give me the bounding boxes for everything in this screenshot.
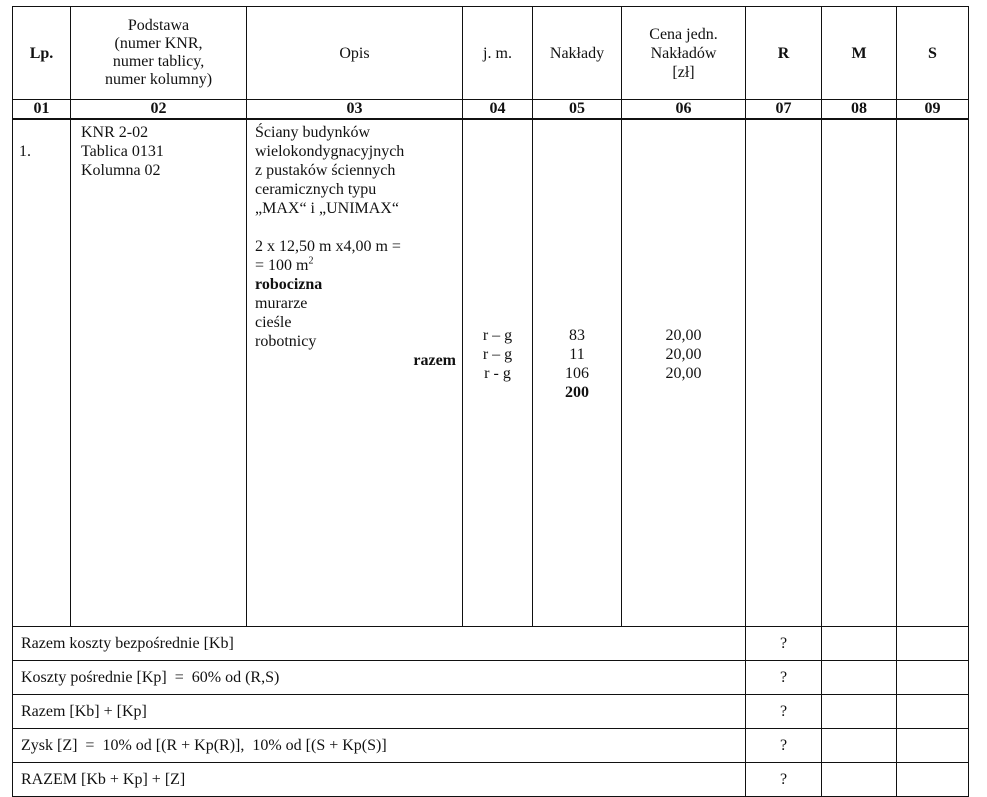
summary-label: RAZEM [Kb + Kp] + [Z] <box>13 763 746 797</box>
summary-s-value <box>897 763 969 797</box>
table-body <box>13 119 969 797</box>
summary-s-value <box>897 661 969 695</box>
razem-label: razem <box>413 352 456 369</box>
header-r: R <box>746 7 822 100</box>
header-podstawa-line: numer tablicy, <box>112 53 205 70</box>
column-code: 05 <box>533 100 622 120</box>
summary-m-value <box>822 695 897 729</box>
column-code: 03 <box>247 100 463 120</box>
row-lp <box>13 119 71 627</box>
opis-line: Ściany budynków <box>255 124 371 141</box>
item-qty: 11 <box>569 346 585 363</box>
podstawa-line: KNR 2-02 <box>81 124 149 141</box>
item-price: 20,00 <box>665 327 702 344</box>
item-unit: r – g <box>482 327 513 344</box>
column-code: 01 <box>13 100 71 120</box>
summary-m-value <box>822 763 897 797</box>
calc-line: 2 x 12,50 m x4,00 m = <box>255 238 401 255</box>
row-lp-value: 1. <box>19 143 31 160</box>
podstawa-line: Kolumna 02 <box>81 162 161 179</box>
cost-estimate-table <box>12 6 969 797</box>
podstawa-line: Tablica 0131 <box>81 143 164 160</box>
summary-row <box>13 729 969 763</box>
item-name: cieśle <box>255 314 292 331</box>
row-jm <box>463 119 533 627</box>
table-row <box>13 119 969 627</box>
header-cena <box>622 7 746 100</box>
header-opis: Opis <box>247 7 463 100</box>
item-name: robotnicy <box>255 333 317 350</box>
row-podstawa <box>71 119 247 627</box>
header-cena-line: [zł] <box>672 63 695 81</box>
row-opis <box>247 119 463 627</box>
header-podstawa <box>71 7 247 100</box>
summary-row <box>13 627 969 661</box>
summary-s-value <box>897 627 969 661</box>
calc-prefix: = 100 m <box>255 257 309 274</box>
header-podstawa-line: (numer KNR, <box>114 35 203 52</box>
summary-s-value <box>897 729 969 763</box>
header-cena-line: Nakładów <box>650 44 717 62</box>
row-m <box>822 119 897 627</box>
summary-row <box>13 695 969 729</box>
summary-m-value <box>822 661 897 695</box>
opis-line: z pustaków ściennych <box>255 162 396 179</box>
item-qty: 83 <box>569 327 585 344</box>
row-naklady <box>533 119 622 627</box>
item-unit: r - g <box>484 365 511 382</box>
header-m: M <box>822 7 897 100</box>
column-code: 08 <box>822 100 897 120</box>
item-qty: 106 <box>565 365 589 382</box>
summary-r-value: ? <box>746 661 822 695</box>
calc-superscript: 2 <box>308 255 314 267</box>
header-lp: Lp. <box>13 7 71 100</box>
summary-m-value <box>822 627 897 661</box>
column-code: 04 <box>463 100 533 120</box>
item-unit: r – g <box>482 346 513 363</box>
summary-r-value: ? <box>746 695 822 729</box>
spacer <box>255 218 456 237</box>
header-row <box>13 7 969 100</box>
column-code: 07 <box>746 100 822 120</box>
summary-label: Zysk [Z] = 10% od [(R + Kp(R)], 10% od [(S + Kp(S)] <box>13 729 746 763</box>
header-podstawa-line: Podstawa <box>127 17 190 34</box>
summary-label: Razem [Kb] + [Kp] <box>13 695 746 729</box>
item-price: 20,00 <box>665 346 702 363</box>
header-cena-line: Cena jedn. <box>649 25 718 43</box>
row-s <box>897 119 969 627</box>
row-cena <box>622 119 746 627</box>
column-code: 09 <box>897 100 969 120</box>
summary-r-value: ? <box>746 729 822 763</box>
opis-line: „MAX“ i „UNIMAX“ <box>255 200 399 217</box>
table-header <box>13 7 969 120</box>
summary-r-value: ? <box>746 627 822 661</box>
header-naklady: Nakłady <box>533 7 622 100</box>
opis-line: ceramicznych typu <box>255 181 377 198</box>
summary-row <box>13 763 969 797</box>
summary-m-value <box>822 729 897 763</box>
column-code: 02 <box>71 100 247 120</box>
column-code-row <box>13 100 969 120</box>
header-podstawa-line: numer kolumny) <box>104 71 213 88</box>
item-name: murarze <box>255 295 308 312</box>
row-r <box>746 119 822 627</box>
column-code: 06 <box>622 100 746 120</box>
header-s: S <box>897 7 969 100</box>
calc-line <box>255 256 456 275</box>
summary-r-value: ? <box>746 763 822 797</box>
summary-label: Razem koszty bezpośrednie [Kb] <box>13 627 746 661</box>
item-price: 20,00 <box>665 365 702 382</box>
labor-label: robocizna <box>255 276 323 293</box>
header-jm: j. m. <box>463 7 533 100</box>
opis-line: wielokondygnacyjnych <box>255 143 405 160</box>
razem-value: 200 <box>565 384 589 401</box>
summary-s-value <box>897 695 969 729</box>
summary-row <box>13 661 969 695</box>
summary-label: Koszty pośrednie [Kp] = 60% od (R,S) <box>13 661 746 695</box>
